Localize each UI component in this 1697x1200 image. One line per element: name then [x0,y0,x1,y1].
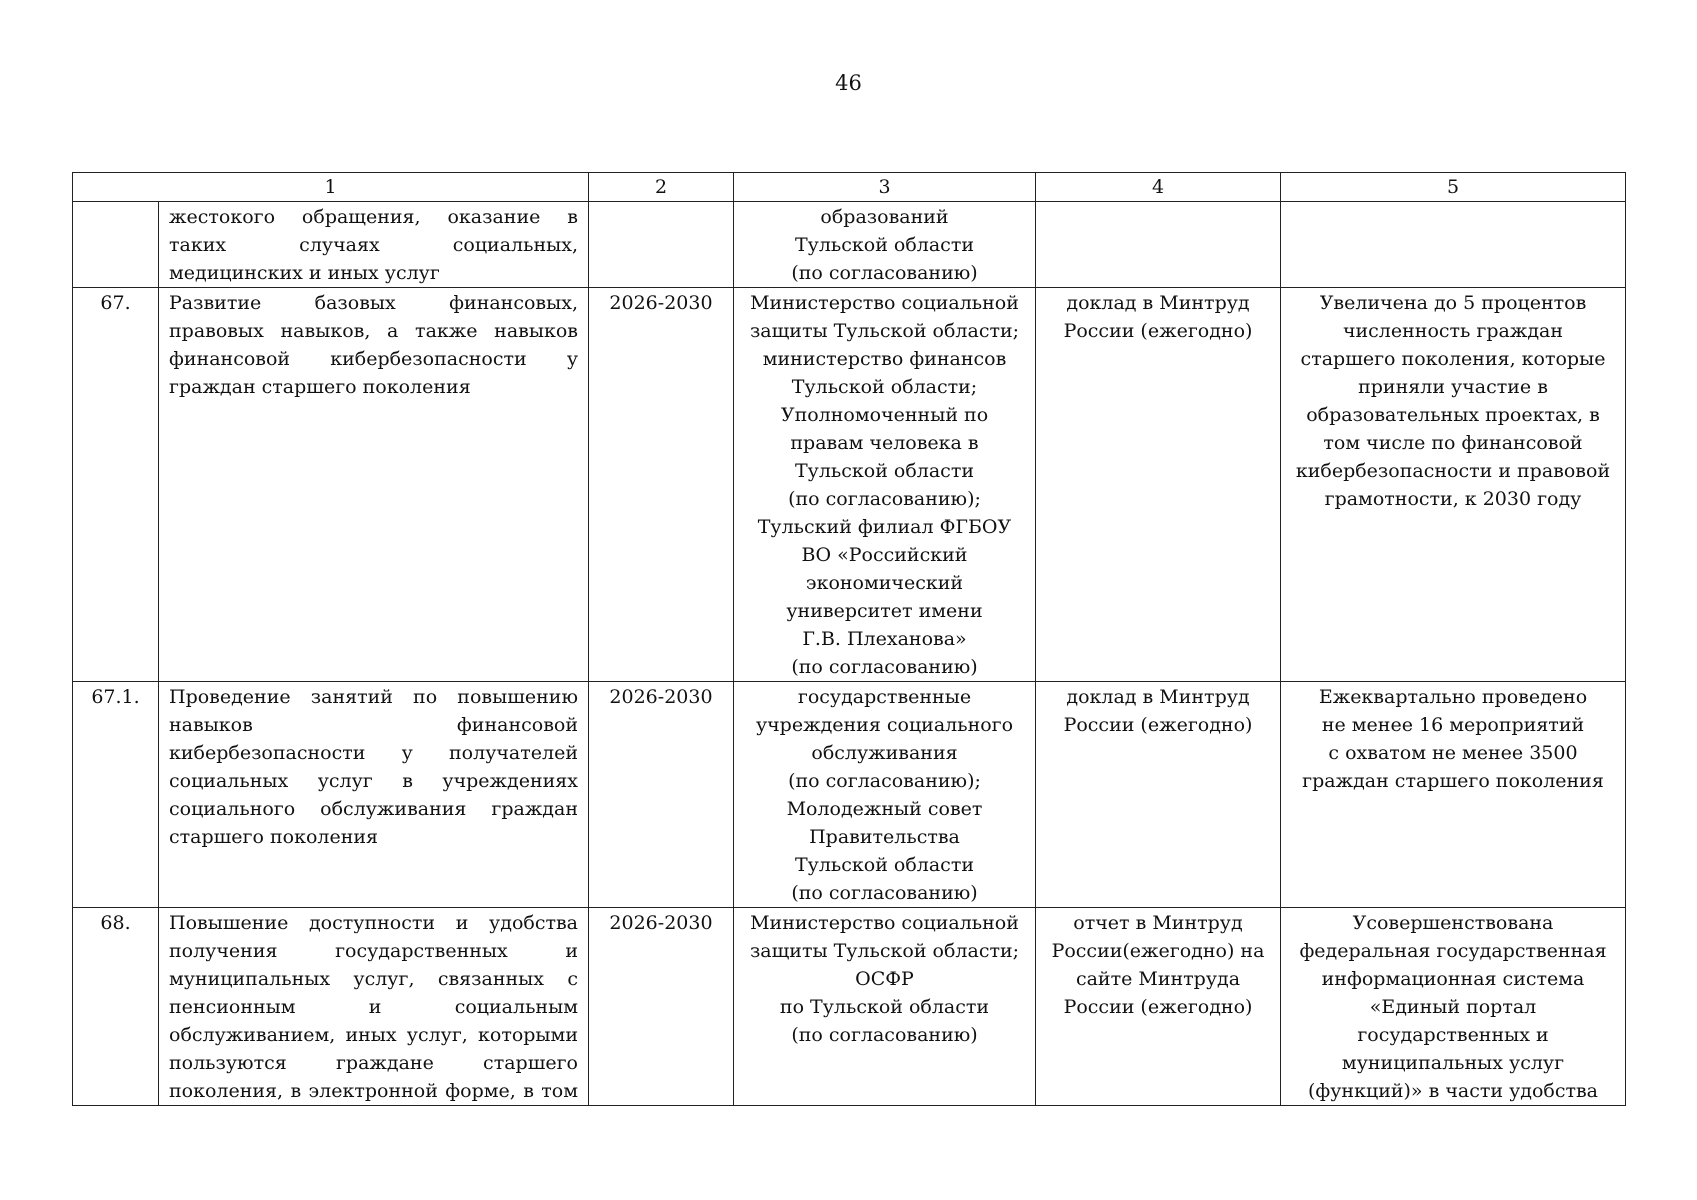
measure-line: таких случаях социальных, [169,234,578,256]
responsible-line: университет имени [786,600,983,622]
report-line: отчет в Минтруд [1073,912,1243,934]
measure-line: жестокого обращения, оказание в [169,206,578,228]
report-line: России (ежегодно) [1063,996,1253,1018]
table-row [73,908,1626,1106]
measure-line: старшего поколения [169,826,379,848]
responsible-executors [734,908,1036,1106]
responsible-line: Тульской области [794,234,974,256]
result-line: (функций)» в части удобства [1307,1080,1599,1102]
measure-line: получения государственных и [169,940,578,962]
report-line: доклад в Минтруд [1066,686,1250,708]
column-header-2: 2 [589,173,734,202]
measure-line: Проведение занятий по повышению [169,686,578,708]
reporting-form [1036,682,1281,908]
result-line: с охватом не менее 3500 [1328,742,1578,764]
responsible-line: министерство финансов [762,348,1007,370]
expected-result [1281,908,1626,1106]
responsible-line: Тульской области [794,854,974,876]
measure-line: Развитие базовых финансовых, [169,292,578,314]
item-number: 68. [73,908,159,1106]
report-line: доклад в Минтруд [1066,292,1250,314]
table-row [73,202,1626,288]
reporting-form [1036,288,1281,682]
result-line: муниципальных услуг [1341,1052,1565,1074]
responsible-line: Правительства [809,826,960,848]
responsible-line: по Тульской области [779,996,990,1018]
responsible-line: Тульский филиал ФГБОУ [757,516,1012,538]
measure-line: социальных услуг в учреждениях [169,770,578,792]
responsible-line: (по согласованию); [788,770,981,792]
responsible-line: Тульской области [794,460,974,482]
responsible-line: (по согласованию); [788,488,981,510]
item-number: 67.1. [73,682,159,908]
responsible-line: ВО «Российский [801,544,968,566]
responsible-line: (по согласованию) [791,656,978,678]
implementation-period: 2026-2030 [589,288,734,682]
measure-line: правовых навыков, а также навыков [169,320,578,342]
responsible-line: (по согласованию) [791,882,978,904]
measure-line: пользуются граждане старшего [169,1052,578,1074]
responsible-line: образований [820,206,949,228]
table-row [73,288,1626,682]
measure-description [159,202,589,288]
responsible-line: Министерство социальной [750,912,1019,934]
result-line: федеральная государственная [1299,940,1607,962]
responsible-line: Молодежный совет [786,798,983,820]
expected-result [1281,202,1626,288]
measure-line: кибербезопасности у получателей [169,742,578,764]
responsible-line: Г.В. Плеханова» [802,628,967,650]
column-header-4: 4 [1036,173,1281,202]
measure-line: обслуживанием, иных услуг, которыми [169,1024,578,1046]
column-header-1: 1 [73,173,589,202]
result-line: информационная система [1321,968,1585,990]
measure-line: Повышение доступности и удобства [169,912,578,934]
measure-line: навыков финансовой [169,714,578,736]
result-line: численность граждан [1342,320,1564,342]
responsible-line: обслуживания [811,742,958,764]
expected-result [1281,682,1626,908]
result-line: грамотности, к 2030 году [1324,488,1582,510]
implementation-period: 2026-2030 [589,908,734,1106]
measure-line: пенсионным и социальным [169,996,578,1018]
responsible-line: правам человека в [790,432,979,454]
result-line: Увеличена до 5 процентов [1319,292,1587,314]
implementation-period: 2026-2030 [589,682,734,908]
result-line: кибербезопасности и правовой [1295,460,1611,482]
table-row [73,682,1626,908]
item-number: 67. [73,288,159,682]
result-line: Усовершенствована [1352,912,1554,934]
reporting-form [1036,202,1281,288]
reporting-form [1036,908,1281,1106]
responsible-executors [734,288,1036,682]
responsible-line: государственные [797,686,972,708]
responsible-executors [734,202,1036,288]
responsible-line: (по согласованию) [791,1024,978,1046]
result-line: граждан старшего поколения [1302,770,1604,792]
responsible-line: экономический [805,572,964,594]
report-line: России (ежегодно) [1063,714,1253,736]
expected-result [1281,288,1626,682]
measure-description [159,288,589,682]
measure-line: поколения, в электронной форме, в том [169,1080,578,1102]
column-header-3: 3 [734,173,1036,202]
result-line: «Единый портал [1369,996,1537,1018]
responsible-line: учреждения социального [755,714,1014,736]
result-line: том числе по финансовой [1323,432,1583,454]
responsible-line: Уполномоченный по [780,404,989,426]
responsible-line: защиты Тульской области; [749,940,1020,962]
result-line: приняли участие в [1358,376,1548,398]
measure-line: финансовой кибербезопасности у [169,348,578,370]
responsible-line: ОСФР [855,968,914,990]
measure-line: граждан старшего поколения [169,376,471,398]
responsible-line: (по согласованию) [791,262,978,284]
implementation-period [589,202,734,288]
table-header-row [73,173,1626,202]
item-number [73,202,159,288]
measure-line: медицинских и иных услуг [169,262,440,284]
result-line: Ежеквартально проведено [1318,686,1588,708]
measure-description [159,682,589,908]
report-line: сайте Минтруда [1075,968,1241,990]
responsible-line: защиты Тульской области; [749,320,1020,342]
result-line: старшего поколения, которые [1300,348,1606,370]
responsible-executors [734,682,1036,908]
result-line: образовательных проектах, в [1306,404,1600,426]
responsible-line: Тульской области; [791,376,978,398]
report-line: России (ежегодно) [1063,320,1253,342]
result-line: не менее 16 мероприятий [1321,714,1585,736]
measure-description [159,908,589,1106]
column-header-5: 5 [1281,173,1626,202]
action-plan-table [72,172,1626,1106]
responsible-line: Министерство социальной [750,292,1019,314]
page-number: 46 [835,71,862,95]
result-line: государственных и [1357,1024,1549,1046]
measure-line: муниципальных услуг, связанных с [169,968,578,990]
report-line: России(ежегодно) на [1051,940,1265,962]
measure-line: социального обслуживания граждан [169,798,578,820]
